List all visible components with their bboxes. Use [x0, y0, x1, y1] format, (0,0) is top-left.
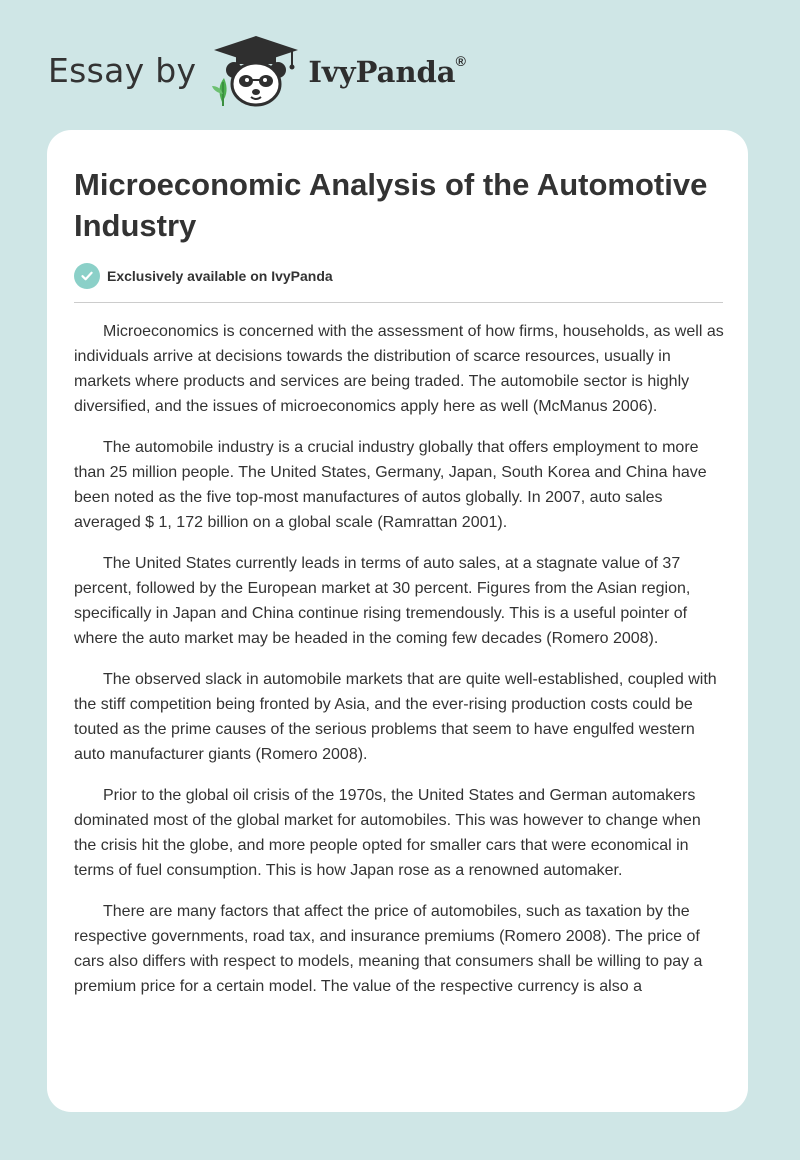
exclusive-badge-text: Exclusively available on IvyPanda	[107, 268, 333, 284]
divider	[74, 302, 723, 303]
essay-by-label: Essay by	[48, 50, 197, 90]
check-circle-icon	[74, 263, 100, 289]
panda-graduate-icon[interactable]	[210, 34, 302, 108]
article-body	[74, 319, 726, 1015]
article-card	[47, 130, 748, 1112]
site-header	[48, 36, 466, 106]
exclusive-badge	[74, 263, 333, 289]
paragraph: Microeconomics is concerned with the assessment of how firms, households, as well as individuals arrive at decisions towards the distribution of scarce resources, usually in markets where products and services are being traded. The automobile sector is highly diversified, and the issues of microeconomics apply here as well (McManus 2006).	[74, 323, 724, 415]
paragraph: The United States currently leads in terms of auto sales, at a stagnate value of 37 percent, followed by the European market at 30 percent. Figures from the Asian region, specifically in Japan and China continue rising tremendously. This is a useful pointer of where the auto market may be headed in the coming few decades (Romero 2008).	[74, 555, 691, 647]
brand-label: IvyPanda	[308, 55, 456, 89]
brand-name[interactable]	[308, 55, 466, 89]
paragraph: The automobile industry is a crucial industry globally that offers employment to more than 25 million people. The United States, Germany, Japan, South Korea and China have been noted as the five top-most manufactures of autos globally. In 2007, auto sales averaged $ 1, 172 billion on a global scale (Ramrattan 2001).	[74, 439, 707, 531]
registered-mark: ®	[455, 53, 466, 69]
page-title: Microeconomic Analysis of the Automotive Industry	[74, 167, 708, 243]
paragraph: There are many factors that affect the price of automobiles, such as taxation by the respective governments, road tax, and insurance premiums (Romero 2008). The price of cars also differs with respect to models, meaning that consumers shall be willing to pay a premium price for a certain model. The value of the respective currency is also a	[74, 903, 703, 995]
paragraph: Prior to the global oil crisis of the 1970s, the United States and German automakers dominated most of the global market for automobiles. This was however to change when the crisis hit the globe, and more people opted for smaller cars that were economical in terms of fuel consumption. This is how Japan rose as a renowned automaker.	[74, 787, 701, 879]
paragraph: The observed slack in automobile markets that are quite well-established, coupled with the stiff competition being fronted by Asia, and the ever-rising production costs could be touted as the prime causes of the serious problems that seem to have engulfed western auto manufacturer giants (Romero 2008).	[74, 671, 717, 763]
